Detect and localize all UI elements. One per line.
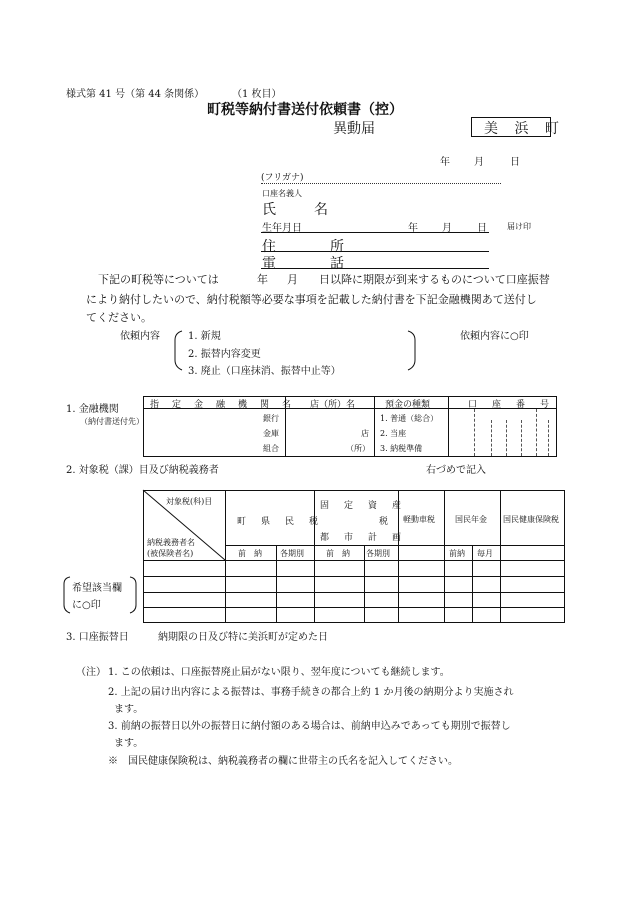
- choice-note-1: 希望該当欄: [72, 583, 122, 594]
- tax-property-1: 固 定 資 産: [320, 501, 405, 511]
- request-option-2: 2. 振替内容変更: [188, 349, 261, 360]
- request-label: 依頼内容: [120, 331, 160, 342]
- request-bracket-left: [172, 330, 184, 372]
- choice-note-2: に○印: [72, 600, 101, 611]
- notes-prefix: （注）: [76, 667, 106, 678]
- section3-text: 納期限の日及び特に美浜町が定めた日: [158, 632, 328, 643]
- sub-lump-1: 前 納: [238, 549, 262, 558]
- branch-store: 店: [361, 429, 369, 438]
- form-number: 様式第 41 号（第 44 条関係）: [66, 89, 205, 100]
- sub-period-1: 各期別: [280, 549, 304, 558]
- phone-line: [261, 268, 489, 269]
- tax-pension: 国民年金: [455, 515, 487, 524]
- bank-header-deposit: 預金の種類: [385, 400, 431, 410]
- account-holder-label: 口座名義人: [262, 189, 302, 198]
- request-note: 依頼内容に○印: [460, 331, 529, 342]
- section2-label: 2. 対象税（課）目及び納税義務者: [66, 465, 219, 476]
- tax-property-3: 都 市 計 画: [320, 533, 405, 543]
- branch-office: （所）: [346, 444, 370, 453]
- sub-lump-3: 前納: [449, 549, 465, 558]
- section1-label: 1. 金融機関: [66, 404, 119, 415]
- intro-line1-b: 日以降に期限が到来するものについて口座振替: [319, 273, 550, 286]
- intro-month: 月: [287, 273, 298, 286]
- birth-year: 年: [408, 223, 418, 234]
- intro-year: 年: [257, 273, 268, 286]
- note-4: ※ 国民健康保険税は、納税義務者の欄に世帯主の氏名を記入してください。: [108, 756, 458, 767]
- note-3b: ます。: [114, 738, 144, 749]
- corner-top-label: 対象税(科)目: [166, 497, 213, 506]
- sub-period-2: 各期別: [366, 549, 390, 558]
- request-option-1: 1. 新規: [188, 331, 221, 342]
- choice-bracket-left: [62, 576, 72, 614]
- section3-label: 3. 口座振替日: [66, 632, 129, 643]
- date-year: 年: [440, 157, 450, 168]
- intro-line1-a: 下記の町税等については: [98, 273, 219, 286]
- deposit-ordinary: 1. 普通（総合）: [380, 414, 439, 423]
- page-subtitle: 異動届: [333, 121, 375, 137]
- deposit-current: 2. 当座: [380, 429, 407, 438]
- institution-bank: 銀行: [263, 414, 279, 423]
- bank-header-account: 口 座 番 号: [468, 400, 553, 410]
- intro-line3: てください。: [86, 311, 152, 324]
- furigana-line: [261, 183, 501, 184]
- tax-health: 国民健康保険税: [503, 515, 559, 524]
- tax-resident: 町 県 民 税: [237, 517, 322, 527]
- request-bracket-right: [406, 330, 418, 372]
- address-line: [261, 251, 489, 252]
- furigana-label: (フリガナ): [261, 173, 304, 183]
- choice-bracket-right: [128, 576, 138, 614]
- note-2a: 2. 上記の届け出内容による振替は、事務手続きの都合上約 1 か月後の納期分より実施され: [108, 687, 514, 698]
- request-option-3: 3. 廃止（口座抹消、振替中止等）: [188, 366, 341, 377]
- tax-vehicle: 軽動車税: [403, 515, 435, 524]
- bank-header-name: 指 定 金 融 機 関 名: [150, 400, 294, 410]
- bank-header-branch: 店（所）名: [310, 400, 356, 410]
- note-1: 1. この依頼は、口座振替廃止届がない限り、翌年度についても継続します。: [108, 667, 450, 678]
- date-month: 月: [474, 157, 484, 168]
- section2-note: 右づめで記入: [426, 465, 486, 476]
- institution-union: 組合: [263, 444, 279, 453]
- date-day: 日: [510, 157, 520, 168]
- sub-monthly: 毎月: [477, 549, 493, 558]
- birth-line: [261, 232, 489, 233]
- page-title: 町税等納付書送付依頼書（控）: [207, 102, 403, 118]
- sheet-count: （1 枚目）: [232, 89, 282, 100]
- phone-label: 電 話: [262, 256, 364, 272]
- town-name: 美 浜 町: [484, 121, 565, 137]
- birth-label: 生年月日: [262, 223, 302, 234]
- intro-line2: により納付したいので、納付税額等必要な事項を記載した納付書を下記金融機関あて送付し: [86, 293, 537, 306]
- note-3a: 3. 前納の振替日以外の振替日に納付額のある場合は、前納申込みであっても期別で振替し: [108, 721, 511, 732]
- birth-month: 月: [442, 223, 452, 234]
- corner-bottom-label2: (被保険者名): [147, 549, 194, 558]
- birth-day: 日: [477, 223, 487, 234]
- section1-sublabel: （納付書送付先）: [80, 417, 144, 426]
- corner-bottom-label1: 納税義務者名: [147, 538, 195, 547]
- institution-shinkin: 金庫: [263, 429, 279, 438]
- sub-lump-2: 前 納: [326, 549, 350, 558]
- tax-property-2: 税: [379, 517, 389, 527]
- seal-label: 届け印: [507, 222, 531, 231]
- name-label: 氏 名: [262, 202, 340, 218]
- address-label: 住 所: [262, 239, 364, 255]
- deposit-tax: 3. 納税準備: [380, 444, 423, 453]
- note-2b: ます。: [114, 704, 144, 715]
